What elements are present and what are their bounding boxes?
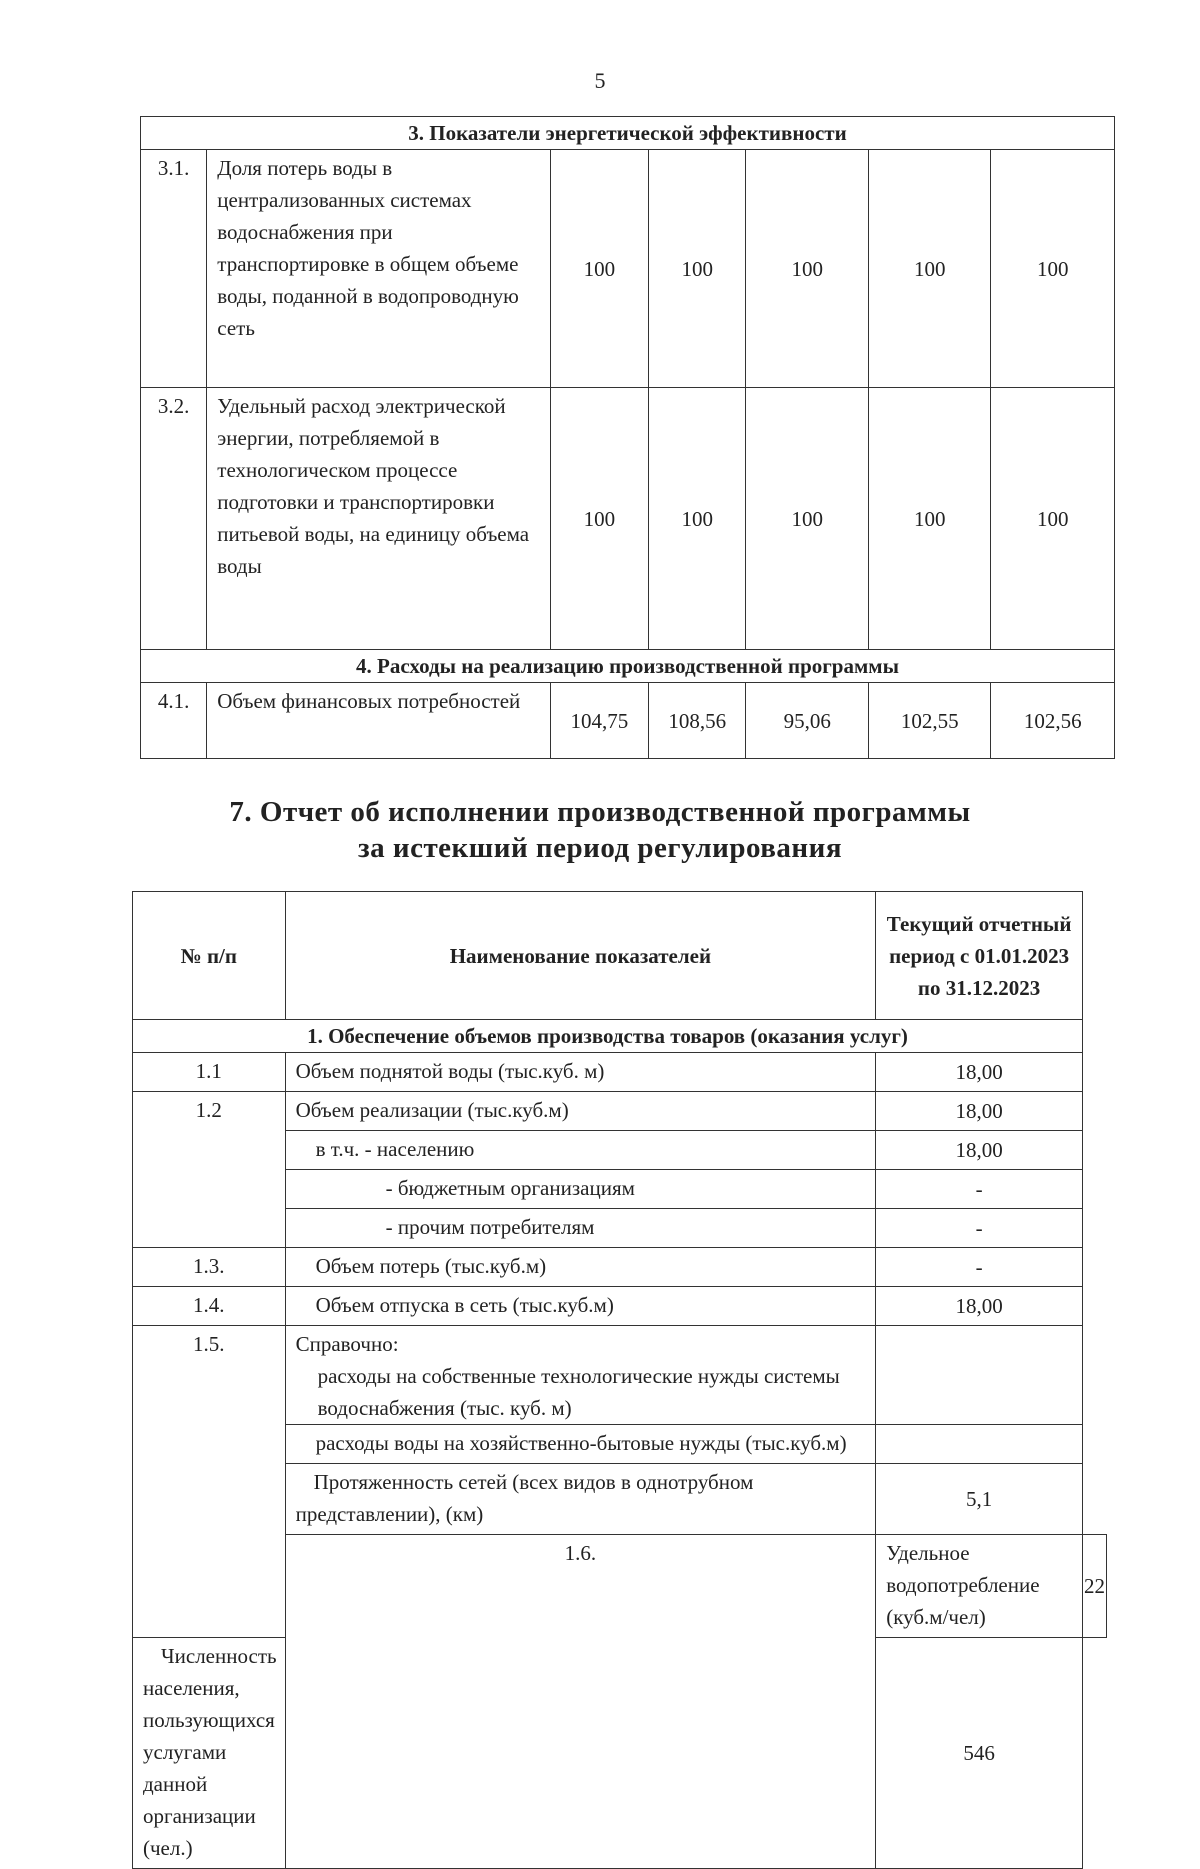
- row-name: Объем отпуска в сеть (тыс.куб.м): [285, 1287, 876, 1326]
- row-number: 1.4.: [133, 1287, 286, 1326]
- row-name: Протяженность сетей (всех видов в однотрубном представлении), (км): [285, 1464, 876, 1535]
- title-line-1: 7. Отчет об исполнении производственной программы: [229, 796, 971, 828]
- section-1-heading: 1. Обеспечение объемов производства товаров (оказания услуг): [133, 1020, 1083, 1053]
- row-number: 1.1: [133, 1053, 286, 1092]
- row-number: 1.6.: [285, 1535, 876, 1869]
- value-cell: 100: [550, 150, 648, 388]
- row-name: Численность населения, пользующихся услугами данной организации (чел.): [133, 1638, 286, 1869]
- row-name: Объем реализации (тыс.куб.м): [285, 1092, 876, 1131]
- table-row: [141, 388, 1115, 650]
- report-table: [132, 891, 1107, 1869]
- value-cell: 104,75: [550, 683, 648, 759]
- value-cell: 108,56: [649, 683, 746, 759]
- value-cell: 102,56: [991, 683, 1115, 759]
- row-name: - бюджетным организациям: [285, 1170, 876, 1209]
- section-title: [0, 794, 1200, 866]
- value-cell: 95,06: [746, 683, 869, 759]
- value-cell: 18,00: [876, 1053, 1083, 1092]
- row-name: расходы воды на хозяйственно-бытовые нужды (тыс.куб.м): [285, 1425, 876, 1464]
- row-number: 1.2: [133, 1092, 286, 1248]
- table-row: [141, 683, 1115, 759]
- table-row: [133, 1248, 1107, 1287]
- row-name: Удельное водопотребление (куб.м/чел): [876, 1535, 1083, 1638]
- row-number: 1.5.: [133, 1326, 286, 1638]
- page-number: 5: [594, 68, 606, 93]
- header-period: Текущий отчетный период с 01.01.2023 по 31.12.2023: [876, 892, 1083, 1020]
- value-cell: 22: [1083, 1535, 1107, 1638]
- value-cell: 100: [649, 150, 746, 388]
- row-name-group: [285, 1326, 876, 1425]
- row-name: - прочим потребителям: [285, 1209, 876, 1248]
- table-row: [133, 1092, 1107, 1131]
- table-row: [133, 1053, 1107, 1092]
- row-name: Доля потерь воды в централизованных системах водоснабжения при транспортировке в общем объеме воды, поданной в водопроводную сеть: [207, 150, 550, 388]
- table-row: [133, 1326, 1107, 1425]
- row-number: 3.1.: [141, 150, 207, 388]
- table-row: [141, 150, 1115, 388]
- row-number: 3.2.: [141, 388, 207, 650]
- section-3-heading: 3. Показатели энергетической эффективности: [141, 117, 1115, 150]
- header-num: № п/п: [133, 892, 286, 1020]
- value-cell: 100: [649, 388, 746, 650]
- value-cell: 546: [876, 1638, 1083, 1869]
- value-cell: [876, 1425, 1083, 1464]
- value-cell: 100: [868, 388, 991, 650]
- value-cell: 18,00: [876, 1287, 1083, 1326]
- value-cell: 18,00: [876, 1092, 1083, 1131]
- efficiency-table: [140, 116, 1115, 759]
- value-cell: -: [876, 1209, 1083, 1248]
- value-cell: 102,55: [868, 683, 991, 759]
- value-cell: -: [876, 1248, 1083, 1287]
- value-cell: 100: [991, 388, 1115, 650]
- table-row: [133, 1287, 1107, 1326]
- row-number: 4.1.: [141, 683, 207, 759]
- row-name: Объем потерь (тыс.куб.м): [285, 1248, 876, 1287]
- value-cell: 100: [746, 388, 869, 650]
- row-name: в т.ч. - населению: [285, 1131, 876, 1170]
- row-name: Удельный расход электрической энергии, потребляемой в технологическом процессе подготовки и транспортировки питьевой воды, на единицу объема воды: [207, 388, 550, 650]
- value-cell: 5,1: [876, 1464, 1083, 1535]
- section-4-heading: 4. Расходы на реализацию производственной программы: [141, 650, 1115, 683]
- title-line-2: за истекший период регулирования: [357, 832, 843, 864]
- row-name: Объем финансовых потребностей: [207, 683, 550, 759]
- row-name: Справочно:: [295, 1332, 399, 1356]
- value-cell: -: [876, 1170, 1083, 1209]
- value-cell: 100: [746, 150, 869, 388]
- value-cell: 100: [550, 388, 648, 650]
- row-name: Объем поднятой воды (тыс.куб. м): [285, 1053, 876, 1092]
- header-name: Наименование показателей: [285, 892, 876, 1020]
- row-name: расходы на собственные технологические нужды системы водоснабжения (тыс. куб. м): [317, 1364, 840, 1420]
- value-cell: 100: [991, 150, 1115, 388]
- value-cell: 100: [868, 150, 991, 388]
- value-cell: 18,00: [876, 1131, 1083, 1170]
- value-cell: [876, 1326, 1083, 1425]
- row-number: 1.3.: [133, 1248, 286, 1287]
